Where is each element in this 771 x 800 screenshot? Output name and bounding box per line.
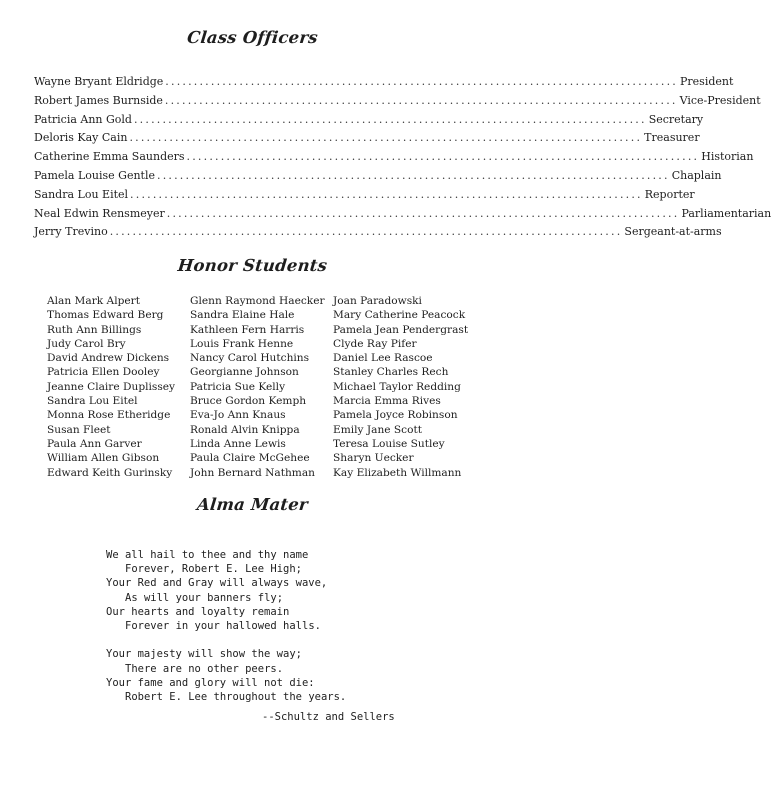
officer-name: Pamela Louise Gentle (34, 168, 155, 182)
dot-leader: .......................................................................................... (165, 75, 678, 88)
officer-title: Chaplain (671, 168, 722, 182)
honor-student: Jeanne Claire Duplissey (47, 380, 176, 393)
officer-row (34, 111, 704, 130)
officer-row (34, 205, 771, 224)
honor-student: Michael Taylor Redding (333, 380, 461, 393)
honor-student: William Allen Gibson (47, 452, 160, 465)
officer-row (34, 223, 722, 242)
stanza-break (106, 633, 346, 647)
poem-line: Your fame and glory will not die: (106, 676, 315, 689)
officer-row (34, 129, 700, 148)
honor-student: Kay Elizabeth Willmann (333, 466, 462, 479)
honor-student: Patricia Sue Kelly (190, 380, 286, 393)
honor-student: Ruth Ann Billings (47, 323, 142, 336)
honor-student: John Bernard Nathman (190, 466, 315, 479)
honor-column-2 (190, 294, 325, 480)
honor-student: Thomas Edward Berg (47, 309, 164, 322)
honor-student: Clyde Ray Pifer (333, 337, 417, 350)
dot-leader: .......................................................................................... (186, 150, 700, 164)
honor-student: Stanley Charles Rech (333, 366, 449, 379)
officer-name: Robert James Burnside (34, 93, 163, 107)
honor-student: Sandra Lou Eitel (47, 395, 138, 408)
officer-name: Jerry Trevino (34, 225, 108, 239)
dot-leader: .......................................................................................... (130, 187, 643, 201)
officer-title: President (680, 75, 734, 88)
honor-student: Eva-Jo Ann Knaus (190, 409, 286, 422)
poem-line: Forever, Robert E. Lee High; (125, 563, 303, 576)
honor-student: Ronald Alvin Knippa (190, 423, 300, 436)
poem-credit: --Schultz and Sellers (262, 711, 395, 723)
honor-student: Teresa Louise Sutley (333, 437, 445, 450)
honor-student: Alan Mark Alpert (47, 295, 140, 307)
honor-student: Monna Rose Etheridge (47, 409, 171, 422)
honor-student: Paula Claire McGehee (190, 452, 310, 465)
officer-name: Patricia Ann Gold (34, 112, 132, 126)
honor-student: Daniel Lee Rascoe (333, 352, 433, 365)
alma-mater-poem (106, 548, 346, 704)
poem-line: Forever in your hallowed halls. (125, 619, 321, 632)
honor-student: Linda Anne Lewis (190, 437, 286, 450)
honor-student: Judy Carol Bry (47, 337, 126, 350)
honor-column-1 (47, 294, 175, 480)
honor-student: David Andrew Dickens (47, 352, 170, 365)
officer-row (34, 186, 695, 205)
officer-title: Historian (701, 150, 754, 164)
honor-student: Edward Keith Gurinsky (47, 466, 173, 479)
officer-row (34, 167, 722, 186)
dot-leader: .......................................................................................... (166, 206, 680, 220)
officer-title: Secretary (648, 112, 704, 126)
honor-student: Kathleen Fern Harris (190, 323, 305, 336)
poem-line: We all hail to thee and thy name (106, 549, 309, 561)
honor-student: Pamela Jean Pendergrast (333, 323, 469, 336)
officer-name: Wayne Bryant Eldridge (34, 75, 164, 88)
honor-student: Georgianne Johnson (190, 366, 299, 379)
dot-leader: .......................................................................................... (109, 225, 623, 239)
class-officers-heading: Class Officers (186, 28, 319, 47)
officer-title: Reporter (644, 187, 695, 201)
honor-student: Bruce Gordon Kemph (190, 395, 307, 408)
honor-student: Patricia Ellen Dooley (47, 366, 160, 379)
poem-line: Our hearts and loyalty remain (106, 605, 290, 618)
honor-student: Mary Catherine Peacock (333, 309, 466, 322)
dot-leader: .......................................................................................... (164, 93, 678, 107)
officers-list (34, 73, 771, 242)
officer-title: Sergeant-at-arms (624, 225, 722, 239)
poem-line: Robert E. Lee throughout the years. (125, 690, 347, 703)
honor-student: Susan Fleet (47, 423, 111, 436)
honor-student: Louis Frank Henne (190, 337, 294, 350)
officer-name: Sandra Lou Eitel (34, 187, 129, 201)
dot-leader: .......................................................................................... (129, 131, 643, 145)
dot-leader: .......................................................................................... (157, 168, 670, 182)
officer-name: Deloris Kay Cain (34, 131, 128, 145)
officer-row (34, 148, 754, 167)
poem-line: As will your banners fly; (125, 591, 284, 604)
honor-student: Sharyn Uecker (333, 452, 414, 465)
officer-title: Parliamentarian (681, 206, 771, 220)
honor-student: Marcia Emma Rives (333, 395, 441, 408)
officer-name: Catherine Emma Saunders (34, 150, 185, 164)
alma-mater-heading: Alma Mater (196, 495, 309, 514)
honor-student: Paula Ann Garver (47, 437, 142, 450)
honor-column-3 (333, 294, 468, 480)
poem-line: There are no other peers. (125, 662, 284, 675)
officer-row (34, 92, 761, 111)
honor-student: Nancy Carol Hutchins (190, 352, 310, 365)
honor-student: Pamela Joyce Robinson (333, 409, 458, 422)
officer-title: Treasurer (644, 131, 700, 145)
poem-line: Your Red and Gray will always wave, (106, 577, 328, 590)
dot-leader: .......................................................................................... (133, 112, 647, 126)
poem-line: Your majesty will show the way; (106, 648, 302, 661)
honor-student: Emily Jane Scott (333, 423, 423, 436)
officer-row (34, 73, 734, 92)
honor-student: Sandra Elaine Hale (190, 309, 295, 322)
officer-title: Vice-President (679, 93, 761, 107)
honor-student: Glenn Raymond Haecker (190, 295, 325, 307)
honor-students-heading: Honor Students (176, 256, 329, 275)
honor-student: Joan Paradowski (333, 295, 422, 307)
officer-name: Neal Edwin Rensmeyer (34, 206, 165, 220)
